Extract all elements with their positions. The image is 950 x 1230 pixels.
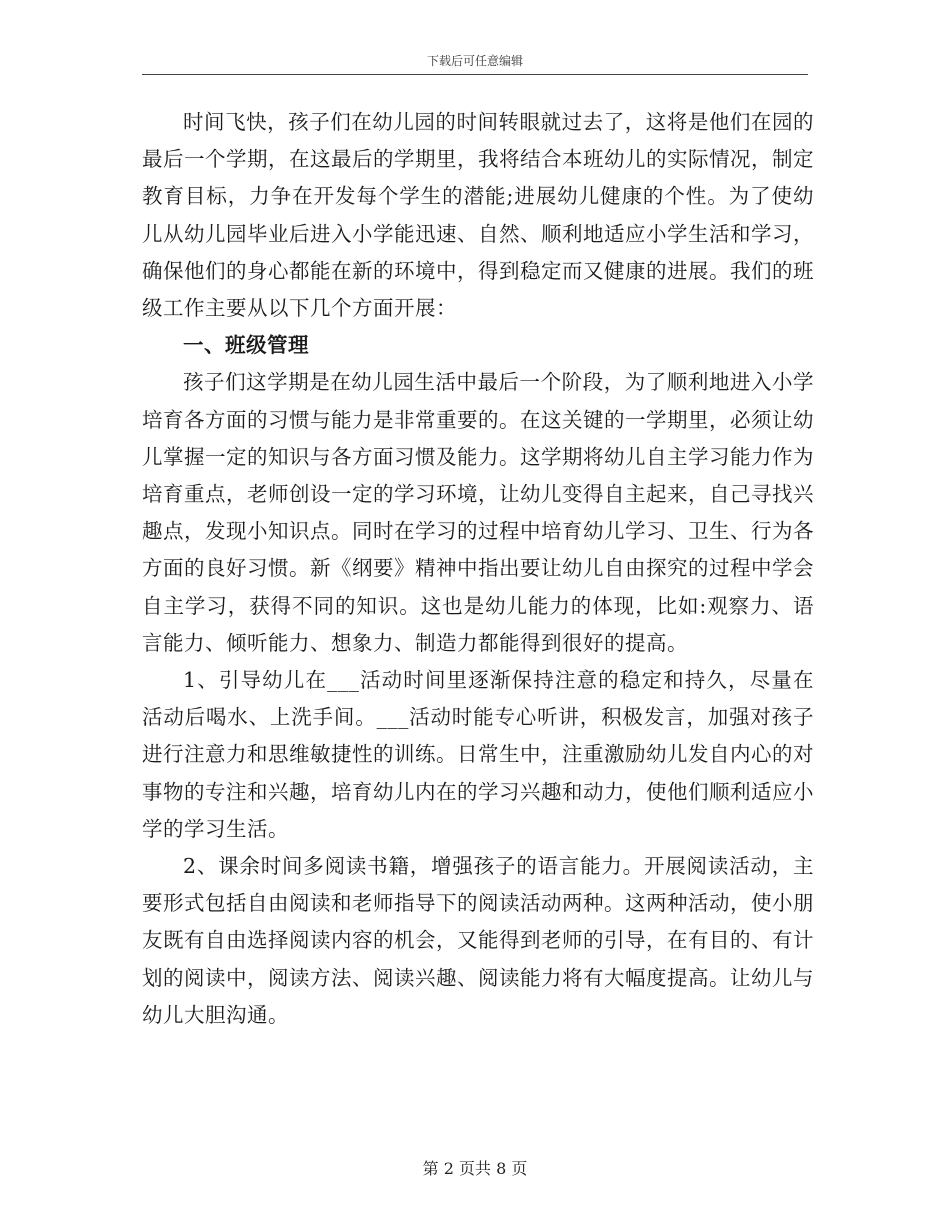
document-body (142, 104, 814, 1034)
page-number: 第 2 页共 8 页 (422, 1159, 528, 1178)
header-divider (142, 74, 808, 75)
section1-paragraph: 孩子们这学期是在幼儿园生活中最后一个阶段，为了顺利地进入小学培育各方面的习惯与能力是非常重要的。在这关键的一学期里，必须让幼儿掌握一定的知识与各方面习惯及能力。这学期将幼儿自主学习能力作为培育重点，老师创设一定的学习环境，让幼儿变得自主起来，自己寻找兴趣点，发现小知识点。同时在学习的过程中培育幼儿学习、卫生、行为各方面的良好习惯。新《纲要》精神中指出要让幼儿自由探究的过程中学会自主学习，获得不同的知识。这也是幼儿能力的体现，比如:观察力、语言能力、倾听能力、想象力、制造力都能得到很好的提高。 (142, 370, 814, 655)
page-header: 下载后可任意编辑 (426, 54, 523, 68)
section-heading-class-management: 一、班级管理 (183, 333, 309, 358)
list-item-1: 1、引导幼儿在___活动时间里逐渐保持注意的稳定和持久，尽量在活动后喝水、上洗手间。___活动时能专心听讲，积极发言，加强对孩子进行注意力和思维敏捷性的训练。日常生中，注重激励幼儿发自内心的对事物的专注和兴趣，培育幼儿内在的学习兴趣和动力，使他们顺利适应小学的学习生活。 (142, 668, 814, 841)
list-item-2: 2、课余时间多阅读书籍，增强孩子的语言能力。开展阅读活动，主要形式包括自由阅读和老师指导下的阅读活动两种。这两种活动，使小朋友既有自由选择阅读内容的机会，又能得到老师的引导，在有目的、有计划的阅读中，阅读方法、阅读兴趣、阅读能力将有大幅度提高。让幼儿与幼儿大胆沟通。 (142, 854, 814, 1027)
intro-paragraph: 时间飞快，孩子们在幼儿园的时间转眼就过去了，这将是他们在园的最后一个学期，在这最后的学期里，我将结合本班幼儿的实际情况，制定教育目标，力争在开发每个学生的潜能;进展幼儿健康的个性。为了使幼儿从幼儿园毕业后进入小学能迅速、自然、顺利地适应小学生活和学习，确保他们的身心都能在新的环境中，得到稳定而又健康的进展。我们的班级工作主要从以下几个方面开展： (142, 110, 814, 321)
